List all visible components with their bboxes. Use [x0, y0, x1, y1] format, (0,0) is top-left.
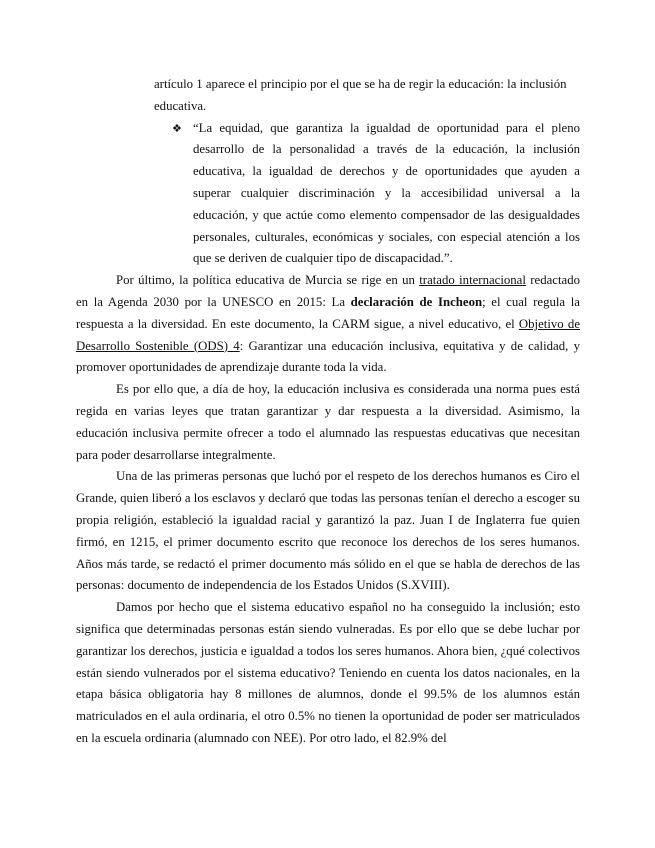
document-body — [76, 74, 580, 750]
text-run: ; el cual regula la respuesta a la diversidad. En este documento, la CARM sigue, a nivel educativo, el — [76, 294, 580, 331]
quote-list-item — [172, 118, 580, 271]
link-ods-4[interactable]: Objetivo de Desarrollo Sostenible (ODS) 4 — [76, 316, 581, 353]
quote-text: “La equidad, que garantiza la igualdad de oportunidad para el pleno desarrollo de la personalidad a través de la educación, la inclusión educativa, la igualdad de derechos y de oportunidades que ayuden a superar cualquier discriminación y la accesibilidad universal a la educación, y que actúe como elemento compensador de las desigualdades personales, culturales, económicas y sociales, con especial atención a los que se deriven de cualquier tipo de discapacidad.”. — [193, 120, 580, 266]
diamond-bullet-icon: ❖ — [172, 121, 182, 135]
continuation-paragraph: artículo 1 aparece el principio por el que se ha de regir la educación: la inclusión educativa. — [154, 77, 567, 113]
text-run: redactado en la Agenda 2030 por la UNESCO en 2015: La — [76, 273, 580, 309]
paragraph-human-rights-history: Una de las primeras personas que luchó por el respeto de los derechos humanos es Ciro el Grande, quien liberó a los esclavos y declaró que todas las personas tenían el derecho a escoger su propia religión, estableció la igualdad racial y garantizó la paz. Juan I de Inglaterra fue quien firmó, en 1215, el primer documento escrito que reconoce los derechos de los seres humanos. Años más tarde, se redactó el primer documento más sólido en el que se habla de derechos de las personas: documento de independencia de los Estados Unidos (S.XVIII). — [76, 469, 580, 593]
text-run: Por último, la política educativa de Murcia se rige en un — [116, 273, 420, 288]
paragraph-murcia-policy — [76, 270, 580, 379]
link-tratado-internacional[interactable]: tratado internacional — [419, 273, 526, 288]
paragraph-inclusive-norm: Es por ello que, a día de hoy, la educación inclusiva es considerada una norma pues está regida en varias leyes que tratan garantizar y dar respuesta a la diversidad. Asimismo, la educación inclusiva permite ofrecer a todo el alumnado las respuestas educativas que necesitan para poder desarrollarse integralmente. — [76, 382, 580, 462]
paragraph-education-system: Damos por hecho que el sistema educativo español no ha conseguido la inclusión; esto significa que determinadas personas están siendo vulneradas. Es por ello que se debe luchar por garantizar los derechos, justicia e igualdad a todos los seres humanos. Ahora bien, ¿qué colectivos están siendo vulnerados por el sistema educativo? Teniendo en cuenta los datos nacionales, en la etapa básica obligatoria hay 8 millones de alumnos, donde el 99.5% de los alumnos están matriculados en el aula ordinaria, el otro 0.5% no tienen la oportunidad de poder ser matriculados en la escuela ordinaria (alumnado con NEE). Por otro lado, el 82.9% del — [76, 600, 580, 745]
text-run: : Garantizar una educación inclusiva, equitativa y de calidad, y promover oportunidades de aprendizaje durante toda la vida. — [76, 338, 580, 375]
bold-declaracion-incheon: declaración de Incheon — [350, 294, 483, 309]
